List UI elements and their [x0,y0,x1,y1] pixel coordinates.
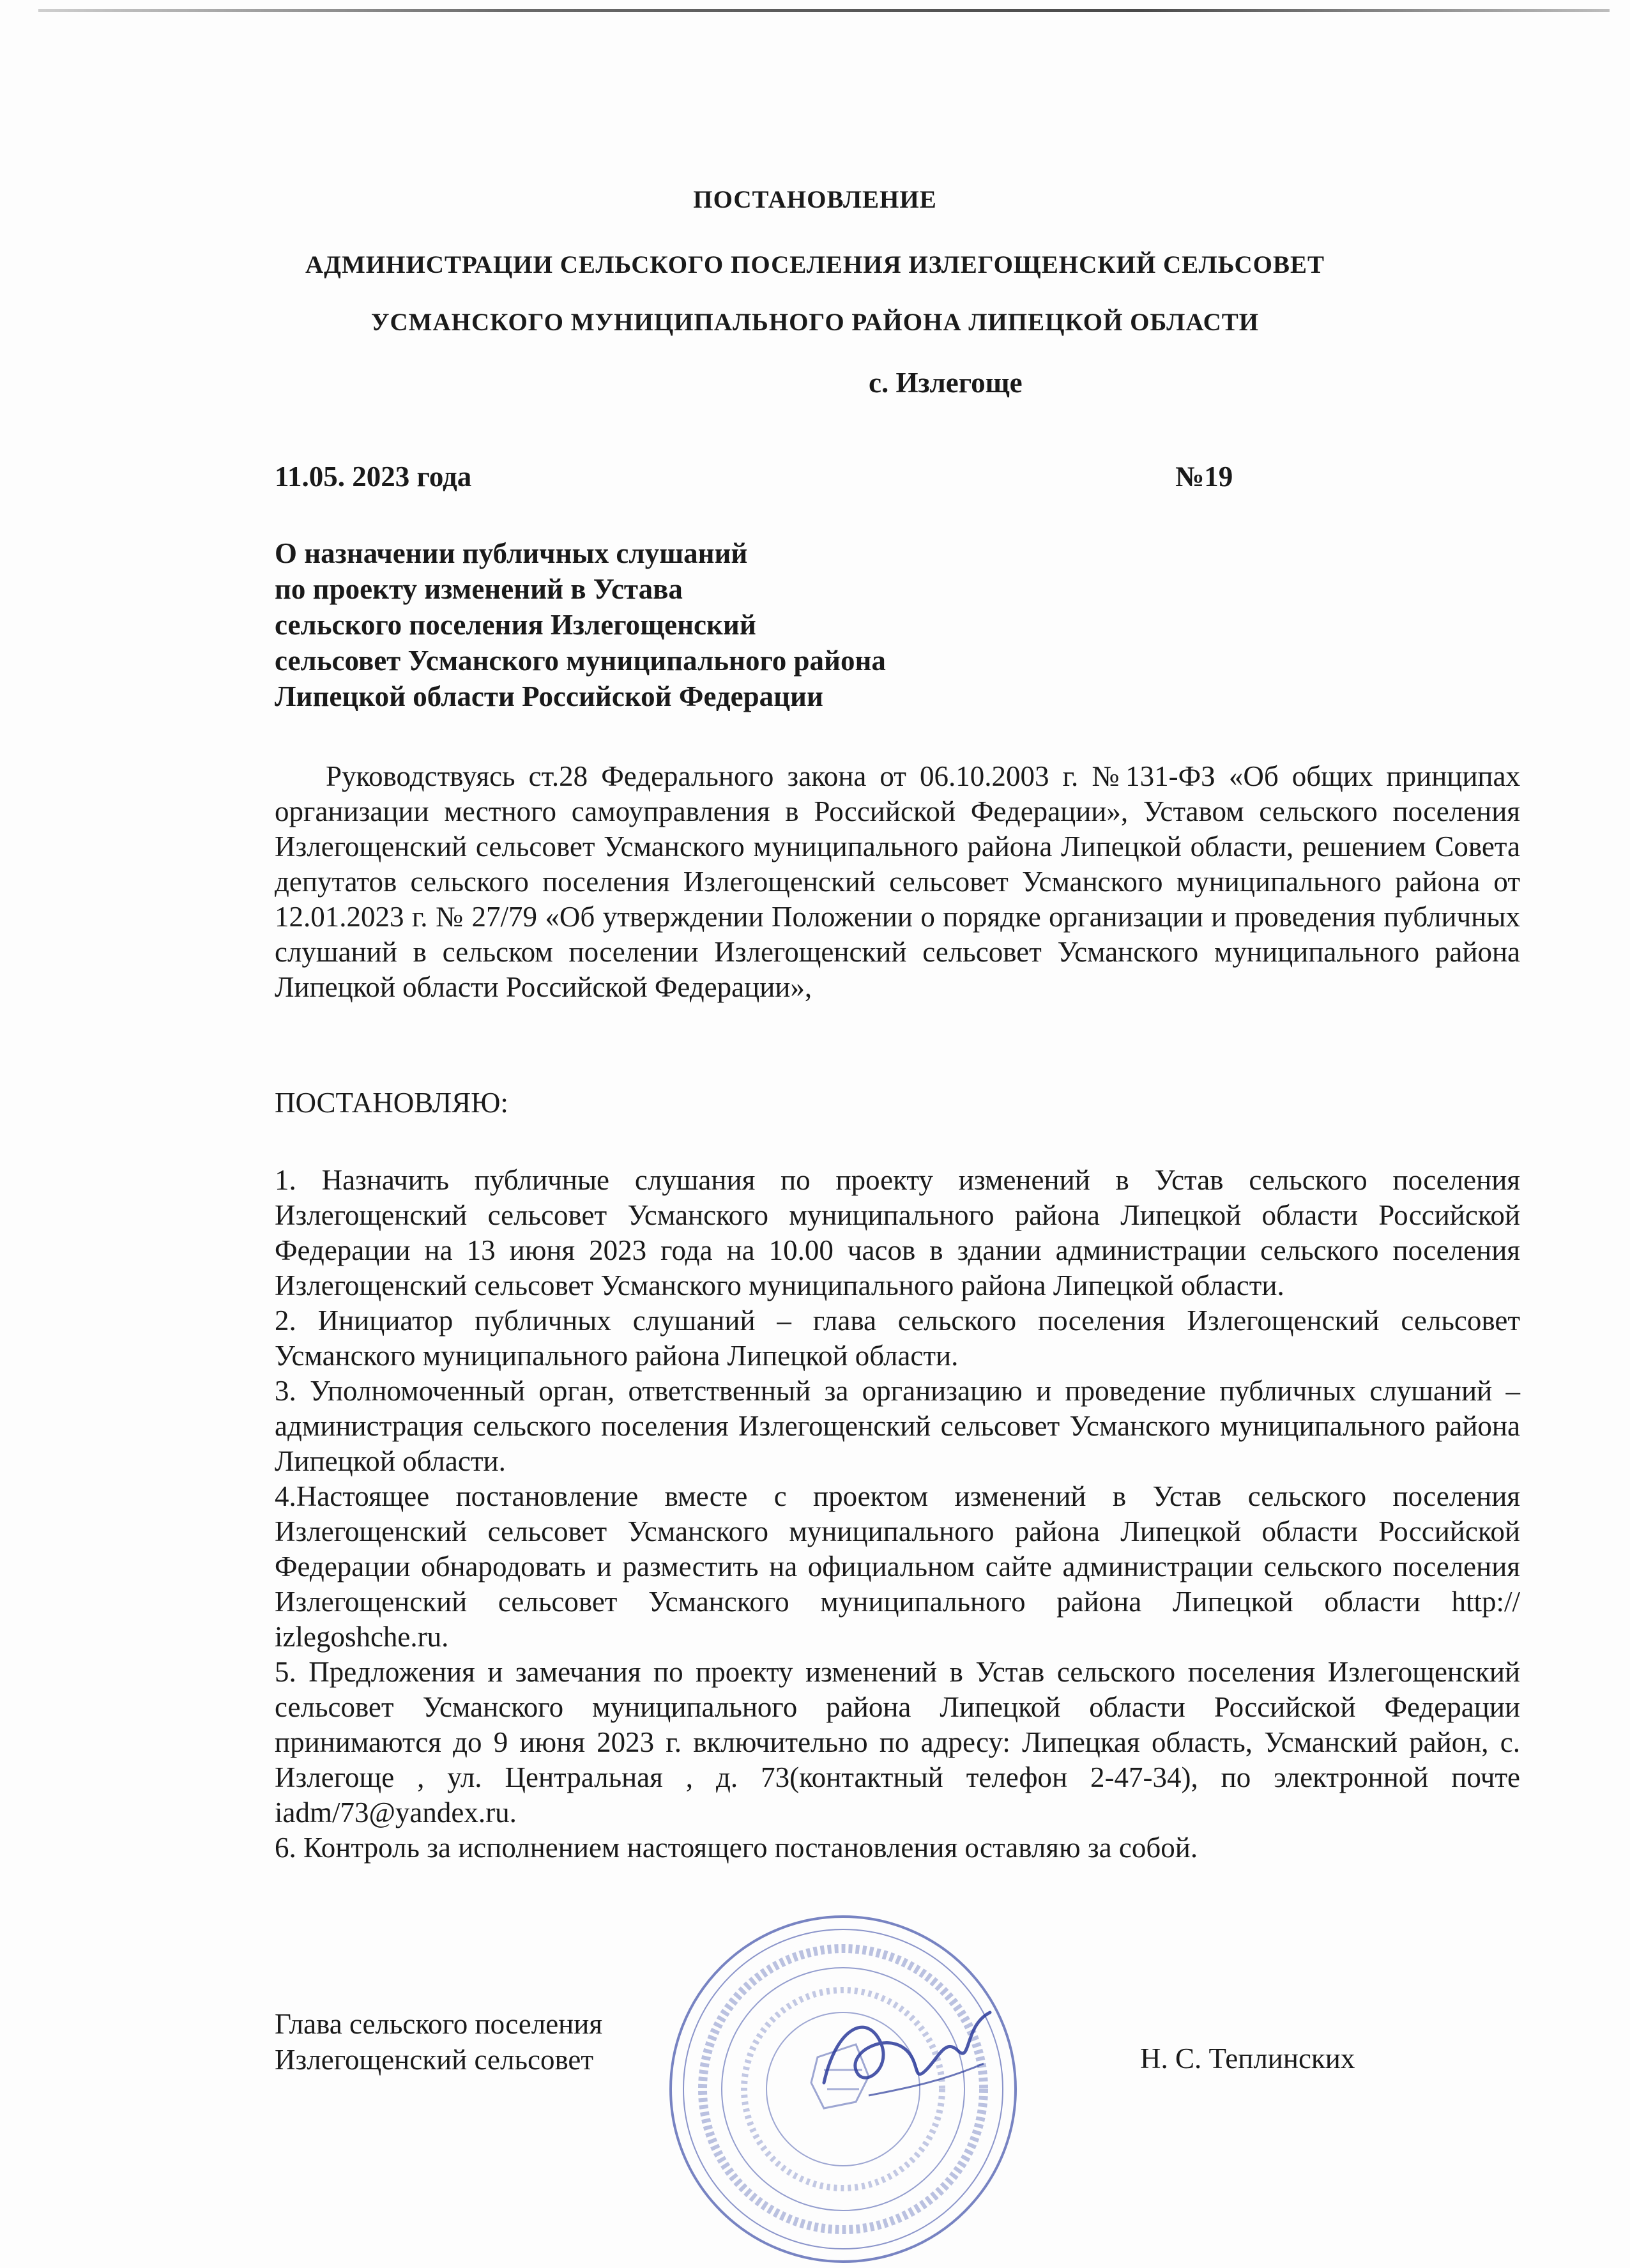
issuer-region-line: УСМАНСКОГО МУНИЦИПАЛЬНОГО РАЙОНА ЛИПЕЦКОЙ ОБЛАСТИ [370,309,1260,336]
document-title: ПОСТАНОВЛЕНИЕ [693,186,937,213]
document-number: №19 [1175,461,1233,493]
subject-block [275,535,886,714]
handwritten-signature [811,1987,1003,2115]
signatory-position-line2: Излегощенский сельсовет [275,2044,594,2076]
signatory-position [275,2006,602,2078]
decree-item-4: 4.Настоящее постановление вместе с проектом изменений в Устав сельского поселения Излегощенский сельсовет Усманского муниципального района Липецкой области Российской Федерации обнародовать и разместить на официальном сайте администрации сельского поселения Излегощенский сельсовет Усманского муниципального района Липецкой области http:// izlegoshche.ru. [275,1480,1520,1653]
decree-item-1: 1. Назначить публичные слушания по проекту изменений в Устав сельского поселения Излегощенский сельсовет Усманского муниципального района Липецкой области Российской Федерации на 13 июня 2023 года на 10.00 часов в здании администрации сельского поселения Излегощенский сельсовет Усманского муниципального района Липецкой области. [275,1164,1520,1301]
subject-line: О назначении публичных слушаний [275,537,748,569]
issuer-line: АДМИНИСТРАЦИИ СЕЛЬСКОГО ПОСЕЛЕНИЯ ИЗЛЕГОЩЕНСКИЙ СЕЛЬСОВЕТ [305,251,1325,279]
decree-items [275,1163,1520,1866]
subject-line: сельского поселения Излегощенский [275,609,756,641]
decree-item-2: 2. Инициатор публичных слушаний – глава сельского поселения Излегощенский сельсовет Усманского муниципального района Липецкой области. [275,1305,1520,1372]
subject-line: сельсовет Усманского муниципального района [275,645,886,677]
scan-edge-line [38,9,1610,12]
subject-line: Липецкой области Российской Федерации [275,680,823,712]
signatory-name: Н. С. Теплинских [1140,2042,1355,2074]
decree-item-5: 5. Предложения и замечания по проекту изменений в Устав сельского поселения Излегощенский сельсовет Усманского муниципального района Липецкой области Российской Федерации принимаются до 9 июня 2023 г. включительно по адресу: Липецкая область, Усманский район, с. Излегоще , ул. Центральная , д. 73(контактный телефон 2-47-34), по электронной почте iadm/73@yandex.ru. [275,1656,1520,1828]
intro-paragraph: Руководствуясь ст.28 Федерального закона от 06.10.2003 г. №131-ФЗ «Об общих принципах организации местного самоуправления в Российской Федерации», Уставом сельского поселения Излегощенский сельсовет Усманского муниципального района Липецкой области, решением Совета депутатов сельского поселения Излегощенский сельсовет Усманского муниципального района от 12.01.2023 г. № 27/79 «Об утверждении Положении о порядке организации и проведения публичных слушаний в сельском поселении Излегощенский сельсовет Усманского муниципального района Липецкой области Российской Федерации», [275,760,1520,1003]
subject-line: по проекту изменений в Устава [275,573,683,605]
decree-item-6: 6. Контроль за исполнением настоящего постановления оставляю за собой. [275,1832,1198,1864]
decree-heading: ПОСТАНОВЛЯЮ: [275,1087,508,1119]
decree-item-3: 3. Уполномоченный орган, ответственный за организацию и проведение публичных слушаний – администрация сельского поселения Излегощенский сельсовет Усманского муниципального района Липецкой области. [275,1375,1520,1477]
signatory-position-line1: Глава сельского поселения [275,2008,603,2040]
village-name: с. Излегоще [869,367,1023,399]
document-date: 11.05. 2023 года [275,461,472,493]
